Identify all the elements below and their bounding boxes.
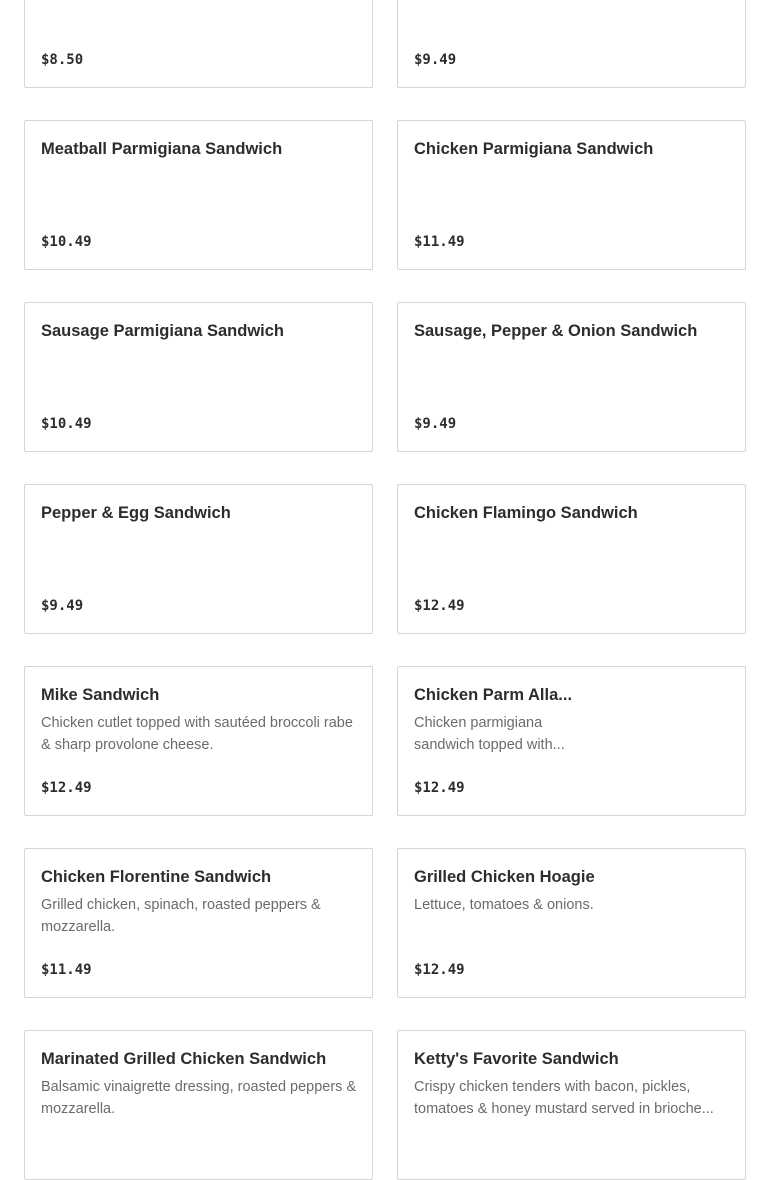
menu-item-card[interactable] [24,0,373,88]
menu-item-name: Mike Sandwich [41,686,160,704]
menu-item-price: $10.49 [41,416,92,432]
menu-item-card-sausage-pepper-onion[interactable] [397,302,746,452]
menu-item-description: Crispy chicken tenders with bacon, pickles, tomatoes & honey mustard served in brioche... [414,1079,714,1117]
menu-item-price: $8.50 [41,52,84,68]
menu-item-name: Meatball Parmigiana Sandwich [41,140,283,158]
menu-item-name: Chicken Parmigiana Sandwich [414,140,654,158]
menu-item-description: Chicken cutlet topped with sautéed broccoli rabe & sharp provolone cheese. [41,715,353,753]
menu-item-name: Chicken Florentine Sandwich [41,868,272,886]
menu-item-description: Lettuce, tomatoes & onions. [414,897,594,913]
menu-item-price: $12.49 [414,962,465,978]
menu-item-description: Chicken parmigiana sandwich topped with... [414,715,565,753]
menu-item-name: Marinated Grilled Chicken Sandwich [41,1050,327,1068]
menu-item-price: $12.49 [414,598,465,614]
menu-item-card-chicken-flamingo[interactable] [397,484,746,634]
menu-item-price: $9.49 [41,598,84,614]
menu-item-description: Balsamic vinaigrette dressing, roasted peppers & mozzarella. [41,1079,357,1117]
menu-item-price: $9.49 [414,52,457,68]
menu-item-price: $12.49 [414,780,465,796]
menu-item-card[interactable] [397,0,746,88]
menu-item-card-chicken-florentine[interactable] [24,848,373,998]
menu-item-card-grilled-chicken-hoagie[interactable] [397,848,746,998]
menu-item-name: Pepper & Egg Sandwich [41,504,231,522]
menu-item-card-mike[interactable] [24,666,373,816]
menu-item-card-pepper-egg[interactable] [24,484,373,634]
menu-item-card-chicken-parm-alla[interactable] [397,666,746,816]
menu-item-card-kettys-favorite[interactable] [397,1030,746,1180]
menu-item-name: Sausage, Pepper & Onion Sandwich [414,322,698,340]
menu-item-price: $9.49 [414,416,457,432]
menu-item-card-meatball-parmigiana[interactable] [24,120,373,270]
menu-item-name: Chicken Parm Alla... [414,686,573,704]
menu-item-name: Grilled Chicken Hoagie [414,868,595,886]
menu-item-price: $11.49 [41,962,92,978]
menu-item-card-chicken-parmigiana[interactable] [397,120,746,270]
menu-item-name: Chicken Flamingo Sandwich [414,504,638,522]
menu-item-price: $11.49 [414,234,465,250]
menu-item-card-sausage-parmigiana[interactable] [24,302,373,452]
menu-item-name: Sausage Parmigiana Sandwich [41,322,285,340]
menu-item-name: Ketty's Favorite Sandwich [414,1050,619,1068]
menu-item-price: $10.49 [41,234,92,250]
menu-item-price: $12.49 [41,780,92,796]
menu-item-card-marinated-grilled-chicken[interactable] [24,1030,373,1180]
menu-item-description: Grilled chicken, spinach, roasted peppers & mozzarella. [41,897,321,935]
